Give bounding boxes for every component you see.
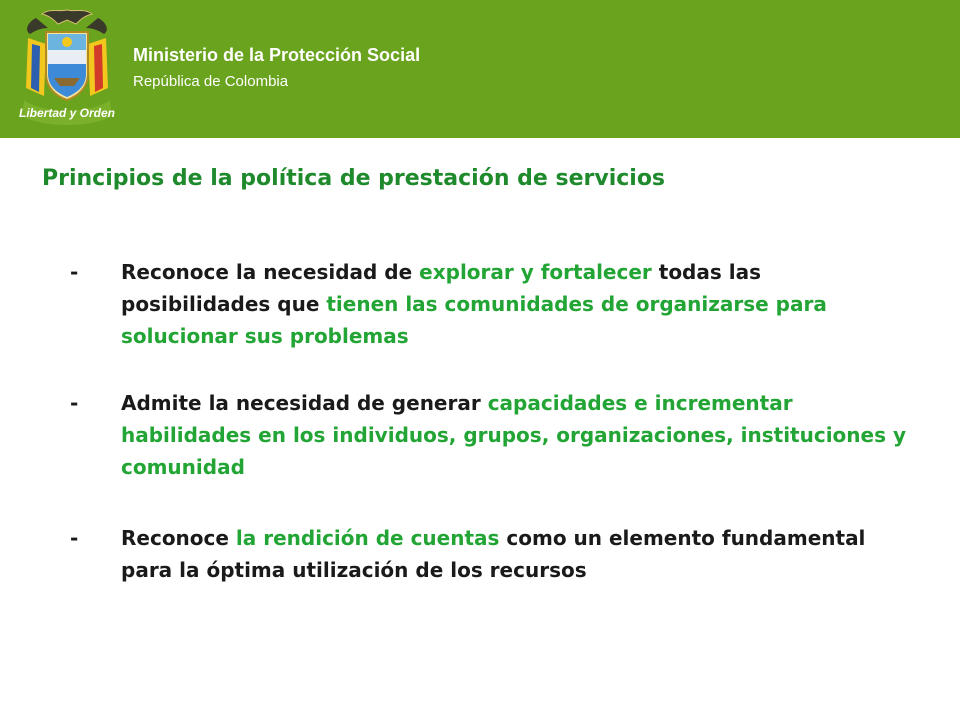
bullet-dash: - (70, 391, 79, 415)
coat-of-arms-icon (6, 4, 128, 132)
motto-label: Libertad y Orden (18, 106, 116, 120)
bullet-item (70, 387, 910, 483)
bullet-highlight: capacidades e incrementar habilidades en los individuos, grupos, organizaciones, instituciones y comunidad (121, 391, 906, 479)
bullet-text-part: Admite la necesidad de generar (121, 391, 488, 415)
bullet-text (121, 522, 910, 586)
republic-name: República de Colombia (133, 73, 289, 90)
header-banner (0, 0, 960, 138)
bullet-text-part: Reconoce la necesidad de (121, 260, 420, 284)
bullet-item (70, 256, 910, 352)
bullet-text-part: como un elemento fundamental para la óptima utilización de los recursos (121, 526, 866, 582)
bullet-text (121, 387, 910, 483)
bullet-dash: - (70, 526, 79, 550)
bullet-highlight: la rendición de cuentas (235, 526, 500, 550)
slide-title: Principios de la política de prestación de servicios (42, 166, 666, 191)
bullet-highlight: tienen las comunidades de organizarse para solucionar sus problemas (121, 292, 827, 348)
bullet-item (70, 522, 910, 586)
bullet-text-part: Reconoce (121, 526, 236, 550)
bullet-text (121, 256, 910, 352)
bullet-highlight: explorar y fortalecer (419, 260, 652, 284)
bullet-text-part: todas las posibilidades que (121, 260, 761, 316)
ministry-name: Ministerio de la Protección Social (133, 45, 421, 65)
bullet-dash: - (70, 260, 79, 284)
